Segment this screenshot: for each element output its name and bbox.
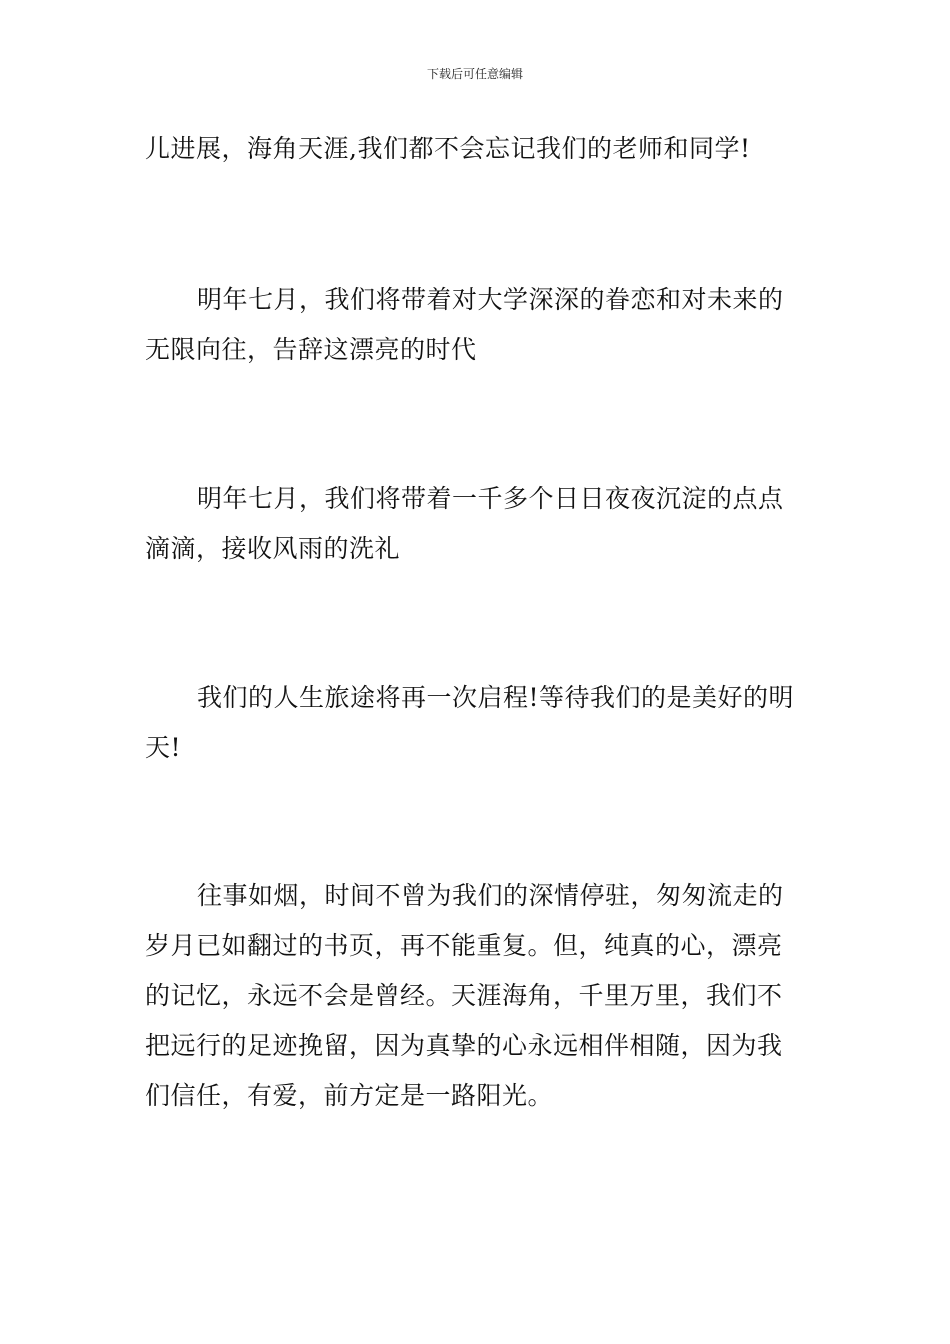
paragraph-line: 无限向往，告辞这漂亮的时代 [145,335,477,364]
header-note: 下载后可任意编辑 [426,67,523,81]
paragraph-line: 往事如烟，时间不曾为我们的深情停驻，匆匆流走的 [197,881,784,910]
paragraph-line: 滴滴，接收风雨的洗礼 [145,534,401,563]
paragraph-line: 明年七月，我们将带着一千多个日日夜夜沉淀的点点 [197,484,784,513]
paragraph-line: 明年七月，我们将带着对大学深深的眷恋和对未来的 [197,285,784,314]
paragraph-line: 们信任，有爱，前方定是一路阳光。 [145,1081,554,1110]
paragraph-line: 儿进展，海角天涯,我们都不会忘记我们的老师和同学! [145,134,751,163]
paragraph-line: 的记忆，永远不会是曾经。天涯海角，千里万里，我们不 [145,981,783,1010]
paragraph-line: 我们的人生旅途将再一次启程!等待我们的是美好的明 [197,683,795,712]
paragraph-line: 把远行的足迹挽留，因为真挚的心永远相伴相随，因为我 [145,1031,783,1060]
paragraph-line: 岁月已如翻过的书页，再不能重复。但，纯真的心，漂亮 [145,931,783,960]
paragraph-line: 天! [145,733,182,762]
